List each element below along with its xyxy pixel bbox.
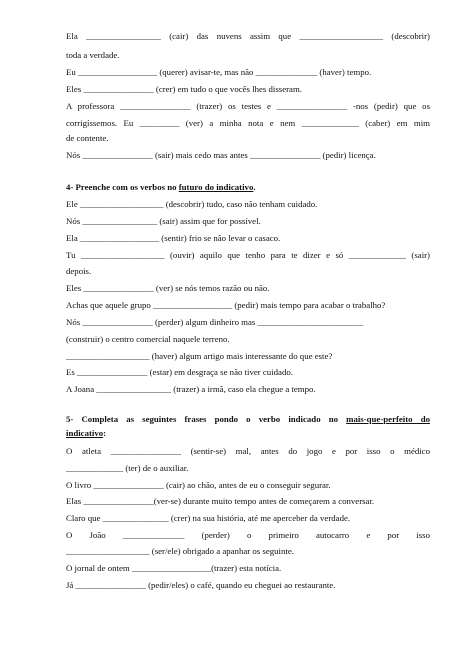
- exercise-line: corrigíssemos. Eu _________ (ver) a minha nota e nem _____________ (caber) em mim: [66, 118, 430, 128]
- exercise-line: Elas ________________(ver-se) durante muito tempo antes de começarem a conversar.: [66, 496, 375, 506]
- exercise-line: Eles ________________ (crer) em tudo o que vocês lhes disseram.: [66, 84, 302, 94]
- exercise-line: A Joana _________________ (trazer) a irmã, caso ela chegue a tempo.: [66, 384, 316, 394]
- exercise-line: depois.: [66, 266, 92, 276]
- exercise-line: ___________________ (haver) algum artigo mais interessante do que este?: [66, 351, 333, 361]
- section-4-heading: 4- Preenche com os verbos no futuro do indicativo.: [66, 182, 256, 192]
- exercise-line: ___________________ (ser/ele) obrigado a apanhar os seguinte.: [66, 546, 294, 556]
- exercise-line: de contente.: [66, 133, 109, 143]
- exercise-line: Nós _________________ (sair) assim que for possível.: [66, 216, 261, 226]
- section-5-heading-continued: indicativo:: [66, 428, 107, 438]
- exercise-line: Já ________________ (pedir/eles) o café, quando eu cheguei ao restaurante.: [66, 580, 336, 590]
- exercise-line: Ela __________________ (sentir) frio se não levar o casaco.: [66, 233, 281, 243]
- exercise-line: Nós ________________ (sair) mais cedo mas antes ________________ (pedir) licença.: [66, 150, 376, 160]
- section-5-heading: 5- Completa as seguintes frases pondo o verbo indicado no mais-que-perfeito do: [66, 414, 430, 424]
- exercise-line: Nós ________________ (perder) algum dinheiro mas ________________________: [66, 317, 364, 327]
- exercise-line: O jornal de ontem __________________(trazer) esta notícia.: [66, 563, 282, 573]
- exercise-line: O João ______________ (perder) o primeiro autocarro e por isso: [66, 530, 430, 540]
- exercise-line: toda a verdade.: [66, 50, 120, 60]
- exercise-line: Tu ___________________ (ouvir) aquilo que tenho para te dizer e só _____________ (sair): [66, 250, 430, 260]
- exercise-line: Ele ___________________ (descobrir) tudo, caso não tenham cuidado.: [66, 199, 318, 209]
- exercise-line: Achas que aquele grupo __________________ (pedir) mais tempo para acabar o trabalho?: [66, 300, 386, 310]
- exercise-line: O atleta ________________ (sentir-se) mal, antes do jogo e por isso o médico: [66, 446, 430, 456]
- exercise-line: O livro ________________ (cair) ao chão, antes de eu o conseguir segurar.: [66, 480, 331, 490]
- exercise-line: Eles ________________ (ver) se nós temos razão ou não.: [66, 283, 270, 293]
- exercise-line: (construir) o centro comercial naquele terreno.: [66, 334, 230, 344]
- exercise-line: Ela _________________ (cair) das nuvens assim que ___________________ (descobrir): [66, 31, 430, 41]
- exercise-line: Claro que _______________ (crer) na sua história, até me aperceber da verdade.: [66, 513, 351, 523]
- exercise-line: _____________ (ter) de o auxiliar.: [66, 463, 189, 473]
- exercise-line: A professora ________________ (trazer) os testes e ________________ -nos (pedir) que os: [66, 101, 430, 111]
- exercise-line: Es ________________ (estar) em desgraça se não tiver cuidado.: [66, 367, 293, 377]
- exercise-line: Eu __________________ (querer) avisar-te, mas não ______________ (haver) tempo.: [66, 67, 372, 77]
